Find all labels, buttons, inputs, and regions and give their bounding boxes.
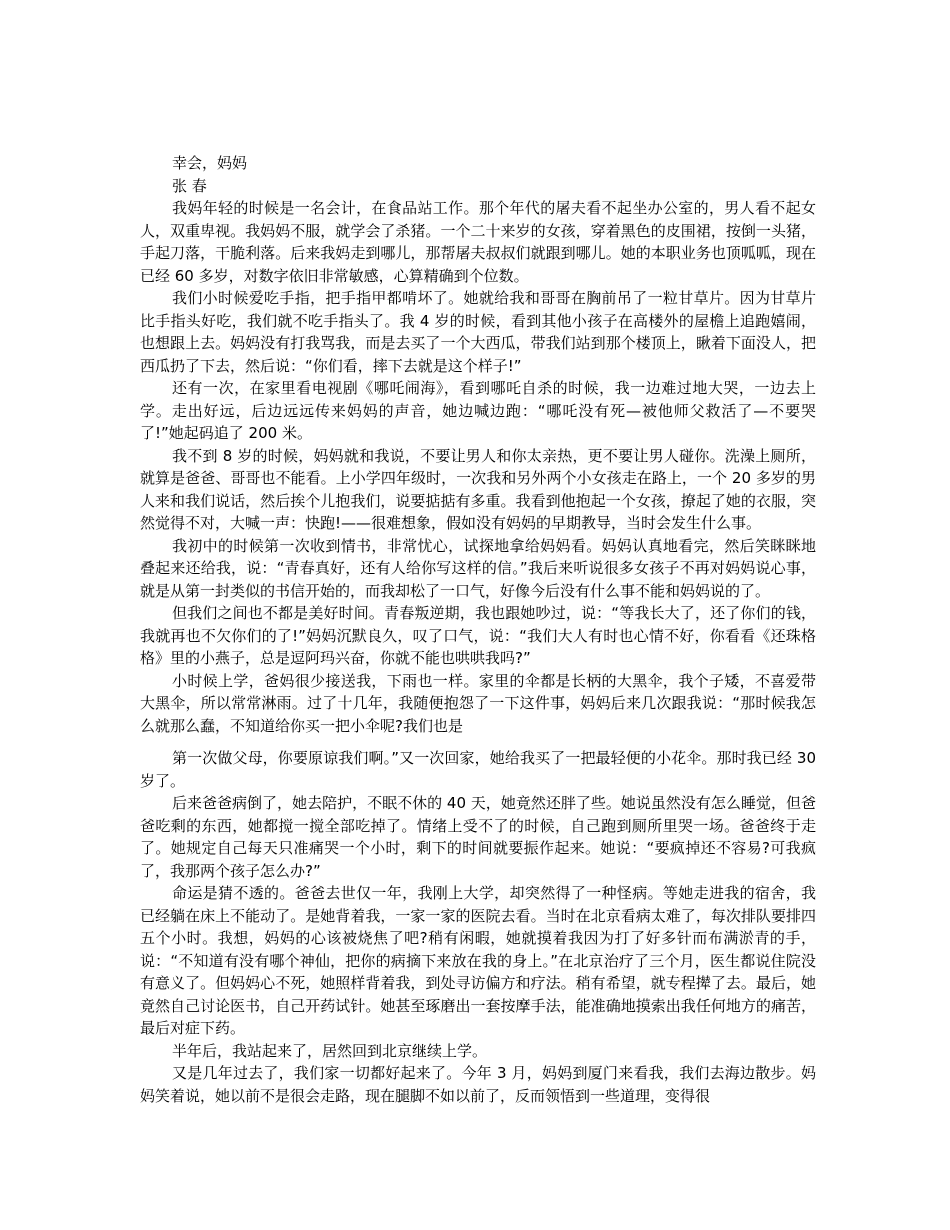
paragraph: 命运是猜不透的。爸爸去世仅一年，我刚上大学，却突然得了一种怪病。等她走进我的宿舍，我已经躺在床上不能动了。是她背着我，一家一家的医院去看。当时在北京看病太难了，每次排队要排四五个小时。我想，妈妈的心该被烧焦了吧?稍有闲暇，她就摸着我因为打了好多针而布满淤青的手，说：“不知道有没有哪个神仙，把你的病摘下来放在我的身上。”在北京治疗了三个月，医生都说住院没有意义了。但妈妈心不死，她照样背着我，到处寻访偏方和疗法。稍有希望，就专程撵了去。最后，她竟然自己讨论医书，自己开药试针。她甚至琢磨出一套按摩手法，能准确地摸索出我任何地方的痛苦，最后对症下药。: [140, 884, 816, 1037]
article-title: 幸会，妈妈: [172, 154, 248, 172]
paragraph: 半年后，我站起来了，居然回到北京继续上学。: [172, 1041, 488, 1060]
paragraph: 小时候上学，爸妈很少接送我，下雨也一样。家里的伞都是长柄的大黑伞，我个子矮，不喜爱带大黑伞，所以常常淋雨。过了十几年，我随便抱怨了一下这件事，妈妈后来几次跟我说：“那时候我怎么就那么蠢，不知道给你买一把小伞呢?我们也是: [140, 671, 816, 735]
paragraph: 我妈年轻的时候是一名会计，在食品站工作。那个年代的屠夫看不起坐办公室的，男人看不起女人，双重卑视。我妈妈不服，就学会了杀猪。一个二十来岁的女孩，穿着黑色的皮围裙，按倒一头猪，手起刀落，干脆利落。后来我妈走到哪儿，那帮屠夫叔叔们就跟到哪儿。她的本职业务也顶呱呱，现在已经 60 多岁，对数字依旧非常敏感，心算精确到个位数。: [140, 199, 816, 285]
paragraph: 但我们之间也不都是美好时间。青春叛逆期，我也跟她吵过，说：“等我长大了，还了你们的钱，我就再也不欠你们的了!”妈妈沉默良久，叹了口气，说：“我们大人有时也心情不好，你看看《还珠格格》里的小燕子，总是逗阿玛兴奋，你就不能也哄哄我吗?”: [140, 604, 816, 667]
article-body-part-1: [140, 152, 816, 737]
paragraph: 我初中的时候第一次收到情书，非常忧心，试探地拿给妈妈看。妈妈认真地看完，然后笑眯眯地叠起来还给我，说：“青春真好，还有人给你写这样的信。”我后来听说很多女孩子不再对妈妈说心事，就是从第一封类似的书信开始的，而我却松了一口气，好像今后没有什么事不能和妈妈说的了。: [140, 536, 816, 600]
paragraph: 又是几年过去了，我们家一切都好起来了。今年 3 月，妈妈到厦门来看我，我们去海边散步。妈妈笑着说，她以前不是很会走路，现在腿脚不如以前了，反而领悟到一些道理，变得很: [140, 1064, 816, 1105]
article-author: 张 春: [172, 176, 207, 195]
article-body-part-2: [140, 747, 816, 1107]
paragraph: 我们小时候爱吃手指，把手指甲都啃坏了。她就给我和哥哥在胸前吊了一粒甘草片。因为甘草片比手指头好吃，我们就不吃手指头了。我 4 岁的时候，看到其他小孩子在高楼外的屋檐上追跑嬉闹，也想跟上去。妈妈没有打我骂我，而是去买了一个大西瓜，带我们站到那个楼顶上，瞅着下面没人，把西瓜扔了下去，然后说：“你们看，摔下去就是这个样子!”: [140, 289, 816, 375]
paragraph: 后来爸爸病倒了，她去陪护，不眠不休的 40 天，她竟然还胖了些。她说虽然没有怎么睡觉，但爸爸吃剩的东西，她都搅一搅全部吃掉了。情绪上受不了的时候，自己跑到厕所里哭一场。爸爸终于走了。她规定自己每天只准痛哭一个小时，剩下的时间就要振作起来。她说：“要疯掉还不容易?可我疯了，我那两个孩子怎么办?”: [140, 794, 816, 880]
paragraph: 我不到 8 岁的时候，妈妈就和我说，不要让男人和你太亲热，更不要让男人碰你。洗澡上厕所，就算是爸爸、哥哥也不能看。上小学四年级时，一次我和另外两个小女孩走在路上，一个 20 多岁的男人来和我们说话，然后挨个儿抱我们，说要掂掂有多重。我看到他抱起一个女孩，撩起了她的衣服，突然觉得不对，大喊一声：快跑!——很难想象，假如没有妈妈的早期教导，当时会发生什么事。: [140, 446, 816, 532]
paragraph: 还有一次，在家里看电视剧《哪吒闹海》，看到哪吒自杀的时候，我一边难过地大哭，一边去上学。走出好远，后边远远传来妈妈的声音，她边喊边跑：“哪吒没有死—被他师父救活了—不要哭了!”她起码追了 200 米。: [140, 379, 816, 442]
paragraph: 第一次做父母，你要原谅我们啊。”又一次回家，她给我买了一把最轻便的小花伞。那时我已经 30 岁了。: [140, 749, 816, 790]
